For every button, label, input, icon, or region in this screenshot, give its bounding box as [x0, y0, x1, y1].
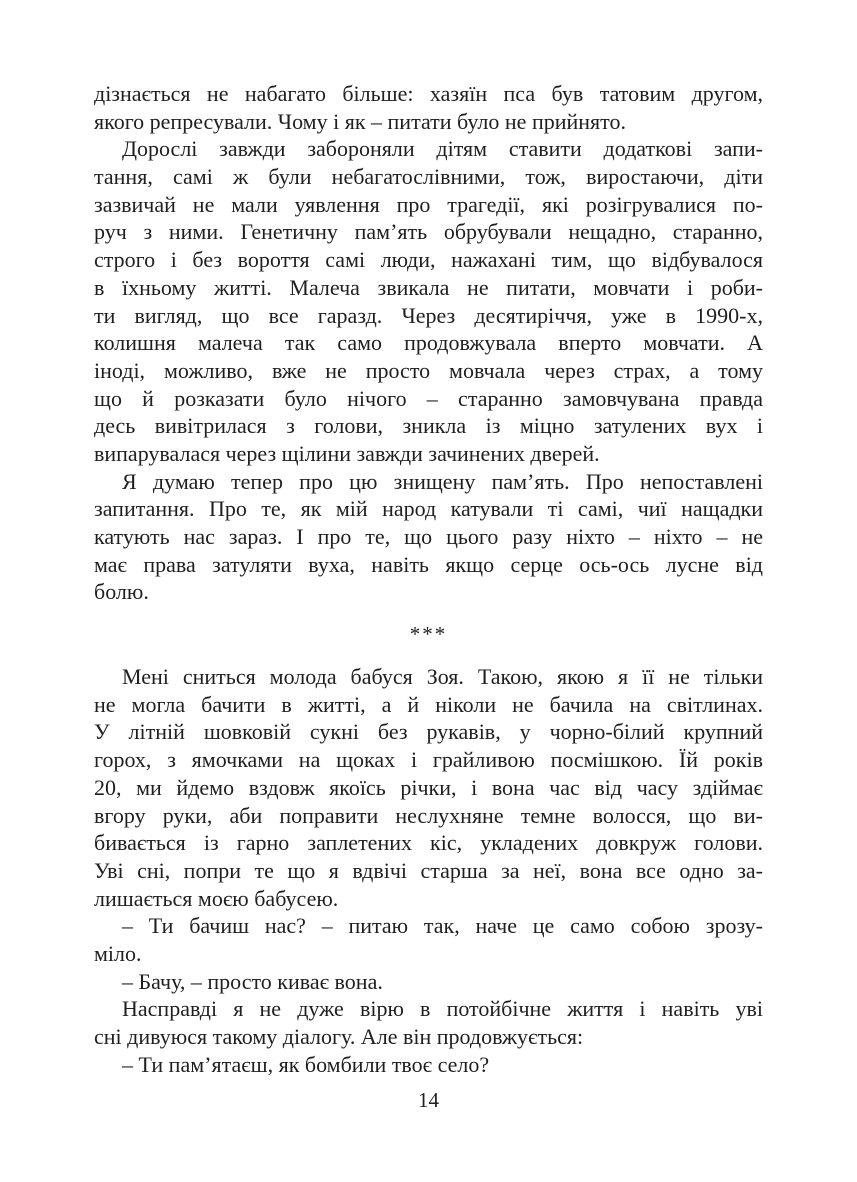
text-line: не могла бачити в житті, а й ніколи не бачила на світлинах. [94, 691, 763, 717]
text-line: якого репресували. Чому і як – питати було не прийнято. [94, 108, 626, 134]
text-line: що й розказати було нічого – старанно замовчувана правда [94, 385, 763, 411]
text-line: міло. [94, 940, 142, 966]
text-line: має права затуляти вуха, навіть якщо серце ось-ось лусне від [94, 551, 763, 577]
text-line: – Ти пам’ятаєш, як бомбили твоє село? [122, 1051, 490, 1077]
text-line: – Бачу, – просто киває вона. [122, 968, 383, 994]
text-line: катують нас зараз. І про те, що цього разу ніхто – ніхто – не [94, 524, 763, 549]
text-line: колишня малеча так само продовжувала вперто мовчати. А [94, 330, 763, 356]
text-line: запитання. Про те, як мій народ катували ті самі, чиї нащадки [94, 496, 763, 522]
text-line: Насправді я не дуже вірю в потойбічне життя і навіть уві [122, 996, 763, 1022]
text-line: Уві сні, попри те що я вдвічі старша за неї, вона все одно за- [94, 857, 763, 883]
text-line: іноді, можливо, вже не просто мовчала через страх, а тому [94, 357, 763, 383]
text-line: лишається моєю бабусею. [94, 885, 339, 911]
text-line: випарувалася через щілини завжди зачинених дверей. [94, 440, 600, 466]
page-number: 14 [418, 1088, 439, 1112]
text-line: десь вивітрилася з голови, зникла із міцно затулених вух і [94, 413, 763, 439]
text-line: сні дивуюся такому діалогу. Але він продовжується: [94, 1024, 584, 1049]
text-line: горох, з ямочками на щоках і грайливою посмішкою. Їй років [94, 747, 763, 773]
text-line: – Ти бачиш нас? – питаю так, наче це само собою зрозу- [122, 913, 763, 939]
text-line: 20, ми йдемо вздовж якоїсь річки, і вона час від часу здіймає [94, 774, 763, 800]
text-line: в їхньому житті. Малеча звикала не питати, мовчати і роби- [94, 274, 763, 300]
text-line: вгору руки, аби поправити неслухняне темне волосся, що ви- [94, 802, 763, 828]
text-line: тання, самі ж були небагатослівними, тож, виростаючи, діти [94, 164, 763, 190]
text-line: болю. [94, 579, 149, 605]
text-line: дізнається не набагато більше: хазяїн пса був татовим другом, [94, 81, 763, 106]
separator-stars: *** [409, 622, 448, 647]
text-line: Дорослі завжди забороняли дітям ставити додаткові запи- [122, 136, 763, 162]
text-line: зазвичай не мали уявлення про трагедії, які розігрувалися по- [94, 191, 763, 217]
section-separator [94, 606, 763, 663]
text-line: строго і без вороття самі люди, нажахані тим, що відбувалося [94, 247, 763, 273]
text-line: бивається із гарно заплетених кіс, укладених довкруж голови. [94, 830, 763, 856]
text-line: У літній шовковій сукні без рукавів, у чорно-білий крупний [94, 719, 763, 745]
text-line: ти вигляд, що все гаразд. Через десятиріччя, уже в 1990-х, [94, 302, 763, 328]
text-line: Я думаю тепер про цю знищену пам’ять. Про непоставлені [122, 468, 763, 494]
text-line: Мені сниться молода бабуся Зоя. Такою, якою я її не тільки [122, 664, 763, 690]
text-block [94, 80, 763, 1078]
text-line: руч з ними. Генетичну пам’ять обрубували нещадно, старанно, [94, 219, 763, 245]
